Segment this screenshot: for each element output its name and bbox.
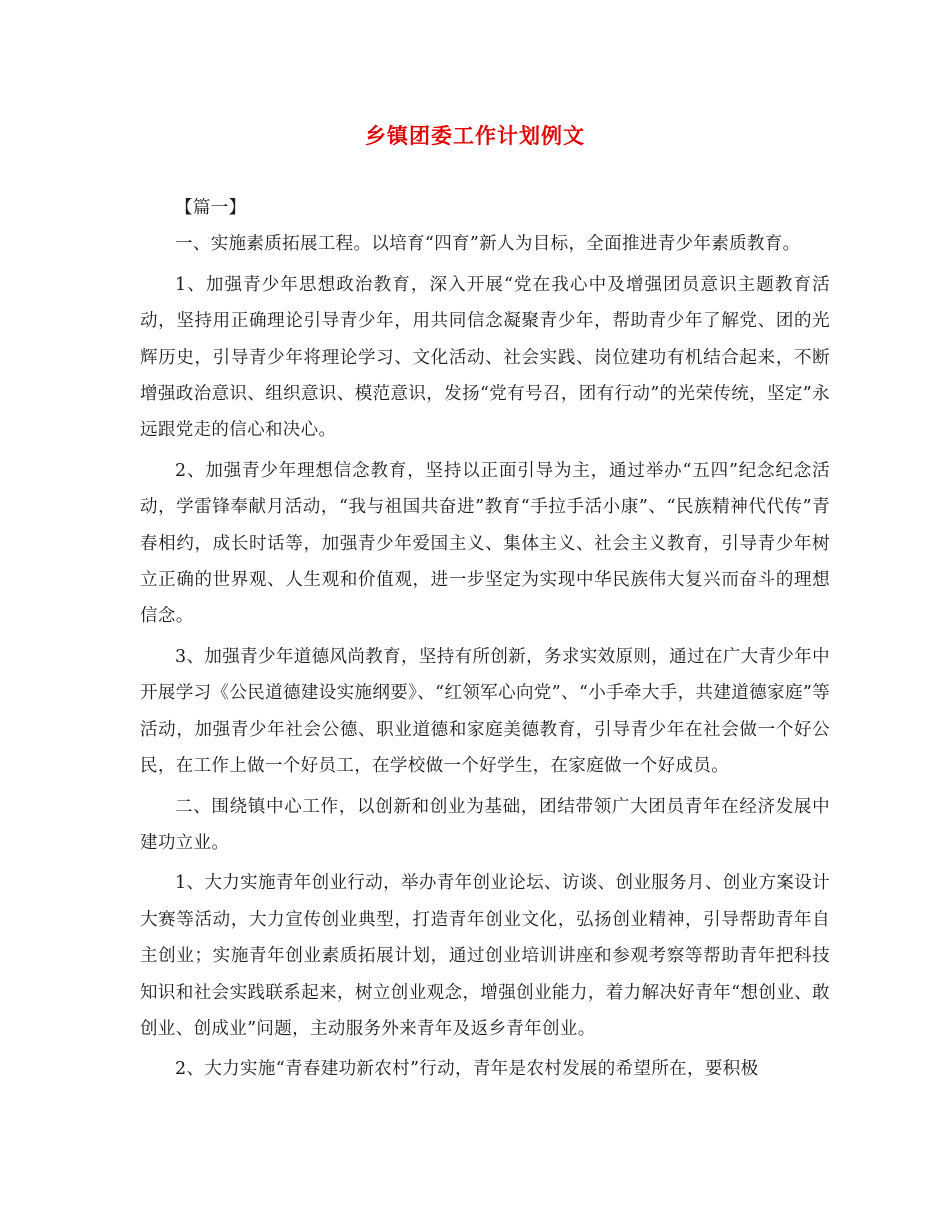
document-body	[140, 190, 830, 1092]
paragraph: 二、围绕镇中心工作，以创新和创业为基础，团结带领广大团员青年在经济发展中建功立业。	[140, 796, 830, 853]
paragraph: 2、大力实施“青春建功新农村”行动，青年是农村发展的希望所在，要积极	[175, 1059, 759, 1080]
section-label: 【篇一】	[175, 198, 247, 218]
paragraph: 1、大力实施青年创业行动，举办青年创业论坛、访谈、创业服务月、创业方案设计大赛等活动，大力宣传创业典型，打造青年创业文化，弘扬创业精神，引导帮助青年自主创业；实施青年创业素质拓展计划，通过创业培训讲座和参观考察等帮助青年把科技知识和社会实践联系起来，树立创业观念，增强创业能力，着力解决好青年“想创业、敢创业、创成业”问题，主动服务外来青年及返乡青年创业。	[140, 873, 830, 1039]
paragraph: 2、加强青少年理想信念教育，坚持以正面引导为主，通过举办“五四”纪念纪念活动，学雷锋奉献月活动，“我与祖国共奋进”教育“手拉手活小康”、“民族精神代代传”青春相约，成长时话等，加强青少年爱国主义、集体主义、社会主义教育，引导青少年树立正确的世界观、人生观和价值观，进一步坚定为实现中华民族伟大复兴而奋斗的理想信念。	[140, 460, 830, 627]
document-title: 乡镇团委工作计划例文	[365, 123, 585, 148]
paragraph: 1、加强青少年思想政治教育，深入开展“党在我心中及增强团员意识主题教育活动，坚持用正确理论引导青少年，用共同信念凝聚青少年，帮助青少年了解党、团的光辉历史，引导青少年将理论学习、文化活动、社会实践、岗位建功有机结合起来，不断增强政治意识、组织意识、模范意识，发扬“党有号召，团有行动”的光荣传统，坚定”永远跟党走的信心和决心。	[140, 274, 830, 441]
paragraph: 3、加强青少年道德风尚教育，坚持有所创新，务求实效原则，通过在广大青少年中开展学习《公民道德建设实施纲要》、“红领军心向党”、“小手牵大手，共建道德家庭”等活动，加强青少年社会公德、职业道德和家庭美德教育，引导青少年在社会做一个好公民，在工作上做一个好员工，在学校做一个好学生，在家庭做一个好成员。	[140, 646, 830, 777]
paragraph: 一、实施素质拓展工程。以培育“四育”新人为目标，全面推进青少年素质教育。	[175, 234, 801, 255]
